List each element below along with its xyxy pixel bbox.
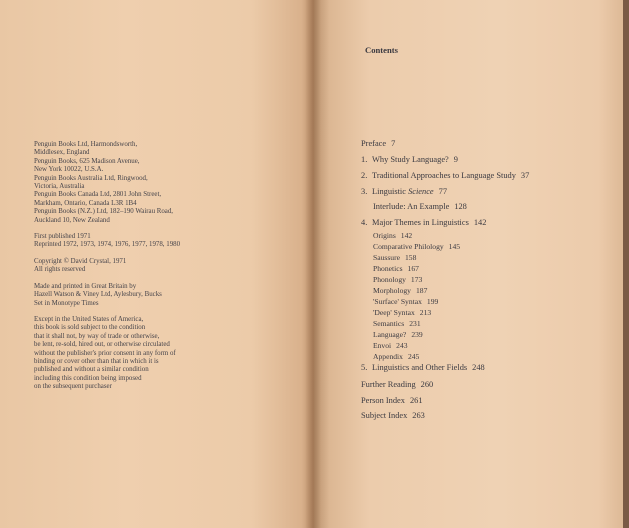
page-number: 9 [453,155,458,164]
entry-title: 'Surface' Syntax [373,297,422,306]
entry-title: Linguistics and Other Fields [372,363,468,372]
imprint-line: binding or cover other than that in which it is [34,357,159,365]
chapter-number: 5. [361,363,368,372]
imprint-line: be lent, re-sold, hired out, or otherwise circulated [34,341,170,349]
imprint-block [34,258,224,275]
contents-entry [361,155,458,164]
page-number: 173 [410,275,423,284]
entry-title: Subject Index [361,411,408,420]
page-number: 142 [400,231,413,240]
page-number: 7 [391,139,396,148]
contents-entry [373,286,427,295]
contents-entry [373,264,419,273]
entry-title: Why Study Language? [372,155,449,164]
page-number: 248 [472,363,485,372]
chapter-number: 2. [361,171,368,180]
contents-entry [373,330,423,339]
entry-title: Person Index [361,396,405,405]
entry-title-italic: Science [408,187,434,196]
imprint-line: including this condition being imposed [34,374,142,382]
contents-entry [361,396,423,405]
entry-title: Morphology [373,286,411,295]
contents-entry [373,352,419,361]
entry-title: Traditional Approaches to Language Study [372,171,516,180]
contents-entry [373,253,416,262]
contents-entry [361,171,529,180]
imprint-line: Penguin Books Canada Ltd, 2801 John Street, [34,191,162,199]
right-page [314,0,623,528]
page-number: 243 [396,341,408,350]
page-number: 145 [448,242,461,251]
contents-entry [373,231,412,240]
contents-entry [373,242,460,251]
contents-entry [373,341,408,350]
page-number: 260 [420,380,434,389]
imprint-line: Penguin Books, 625 Madison Avenue, [34,157,140,165]
contents-entry [373,202,467,211]
contents-entry [361,218,486,227]
imprint-block [34,233,224,250]
contents-entry [361,363,485,372]
imprint-line: Made and printed in Great Britain by [34,282,137,290]
book-gutter [305,0,321,528]
imprint-line: Copyright © David Crystal, 1971 [34,257,127,265]
imprint-line: that it shall not, by way of trade or otherwise, [34,332,160,340]
imprint-line: Penguin Books Australia Ltd, Ringwood, [34,174,148,182]
imprint-line: on the subsequent purchaser [34,383,112,391]
contents-entry [373,297,438,306]
page-number: 231 [409,319,421,328]
page-number: 263 [412,411,425,420]
imprint-block [34,141,224,225]
imprint-line: Auckland 10, New Zealand [34,216,110,224]
contents-entry [373,308,431,317]
imprint-block [34,283,224,308]
chapter-number: 4. [361,218,368,227]
imprint-line: Markham, Ontario, Canada L3R 1B4 [34,199,137,207]
contents-entry [361,380,433,389]
entry-title: Further Reading [361,380,416,389]
entry-title: Interlude: An Example [373,202,450,211]
page-edge [623,0,629,528]
page-number: 261 [409,396,423,405]
entry-title: Origins [373,231,396,240]
imprint-line: Penguin Books (N.Z.) Ltd, 182–190 Wairau Road, [34,208,174,216]
chapter-number: 1. [361,155,368,164]
imprint-page-text [34,141,224,400]
contents-entry [373,319,421,328]
imprint-line: Victoria, Australia [34,183,85,191]
page-number: 245 [407,352,420,361]
imprint-line: Middlesex, England [34,149,90,157]
contents-entry [361,411,425,420]
page-number: 187 [415,286,428,295]
entry-title: Appendix [373,352,403,361]
page-number: 37 [520,171,530,180]
page-number: 77 [438,187,448,196]
imprint-line: Except in the United States of America, [34,315,144,323]
entry-title: Saussure [373,253,400,262]
imprint-line: Set in Monotype Times [34,299,99,307]
imprint-line: Hazell Watson & Viney Ltd, Aylesbury, Bucks [34,291,162,299]
imprint-line: All rights reserved [34,266,86,274]
imprint-line: New York 10022, U.S.A. [34,166,104,174]
entry-title: Language? [373,330,407,339]
entry-title: Preface [361,139,387,148]
contents-entry [373,275,422,284]
entry-title: Major Themes in Linguistics [372,218,469,227]
imprint-line: Penguin Books Ltd, Harmondsworth, [34,141,138,148]
contents-entry [361,187,447,196]
imprint-line: Reprinted 1972, 1973, 1974, 1976, 1977, 1978, 1980 [34,241,181,249]
imprint-line: without the publisher's prior consent in any form of [34,349,176,357]
page-number: 167 [407,264,419,273]
imprint-line: this book is sold subject to the condition [34,324,146,332]
entry-title: Linguistic [372,187,409,196]
entry-title: Phonology [373,275,406,284]
contents-heading: Contents [365,45,398,55]
contents-entry [361,139,395,148]
imprint-block [34,316,224,392]
entry-title: Semantics [373,319,405,328]
imprint-line: published and without a similar condition [34,366,149,374]
page-number: 213 [419,308,432,317]
page-number: 158 [405,253,417,262]
page-number: 128 [454,202,467,211]
chapter-number: 3. [361,187,368,196]
page-number: 142 [473,218,487,227]
page-number: 239 [411,330,423,339]
entry-title: Comparative Philology [373,242,444,251]
page-number: 199 [426,297,439,306]
left-page [0,0,314,528]
imprint-line: First published 1971 [34,233,91,241]
entry-title: Envoi [373,341,392,350]
entry-title: 'Deep' Syntax [373,308,415,317]
entry-title: Phonetics [373,264,403,273]
